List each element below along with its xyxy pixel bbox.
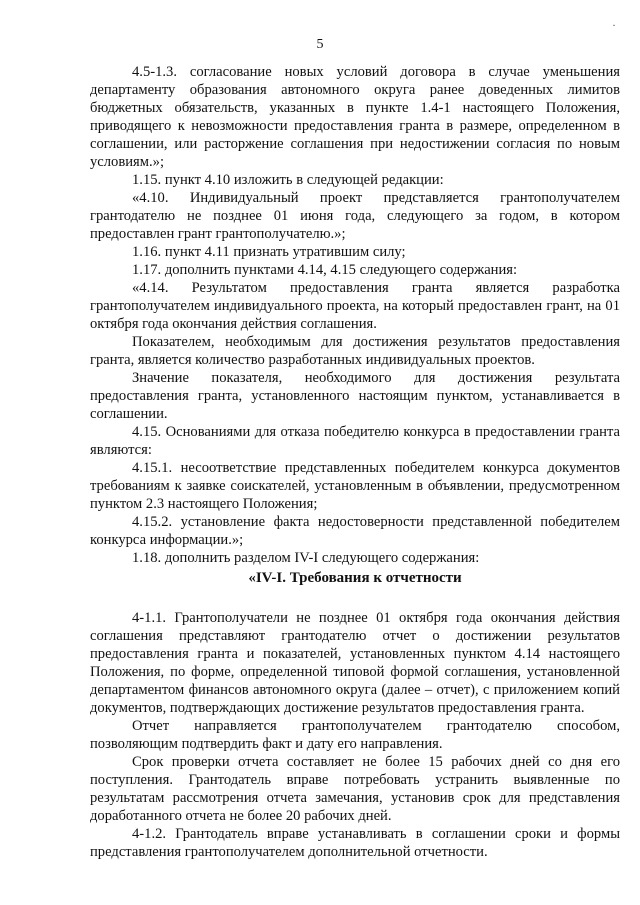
paragraph-indicator-value: Значение показателя, необходимого для достижения результата предоставления гранта, установленного настоящим пунктом, устанавливается в соглашении. <box>90 370 620 422</box>
paragraph-4-10: «4.10. Индивидуальный проект представляется грантополучателем грантодателю не позднее 01 июня года, следующего за годом, в котором предоставлен грант грантополучателю.»; <box>90 190 620 242</box>
paragraph-1-15: 1.15. пункт 4.10 изложить в следующей редакции: <box>132 172 444 188</box>
section-spacer <box>90 587 620 609</box>
paragraph-4-14: «4.14. Результатом предоставления гранта является разработка грантополучателем индивидуального проекта, на который предоставлен грант, на 01 октября года окончания действия соглашения. <box>90 280 620 332</box>
paragraph-4-15-1: 4.15.1. несоответствие представленных победителем конкурса документов требованиям к заявке соискателей, установленным в объявлении, предусмотренном пунктом 2.3 настоящего Положения; <box>90 460 620 512</box>
paragraph-1-17: 1.17. дополнить пунктами 4.14, 4.15 следующего содержания: <box>132 262 518 278</box>
paragraph-4-5-1-3: 4.5-1.3. согласование новых условий договора в случае уменьшения департаменту образования автономного округа ранее доведенных лимитов бюджетных обязательств, указанных в пункте 1.4-1 настоящего Положения, приводящего к невозможности предоставления гранта в размере, определенном в соглашении, или расторжение соглашения при недостижении согласия по новым условиям.»; <box>90 64 620 170</box>
paragraph-report-sending: Отчет направляется грантополучателем грантодателю способом, позволяющим подтвердить факт и дату его направления. <box>90 718 620 752</box>
paragraph-1-18: 1.18. дополнить разделом IV-I следующего содержания: <box>132 550 480 566</box>
paragraph-indicator: Показателем, необходимым для достижения результатов предоставления гранта, является количество разработанных индивидуальных проектов. <box>90 334 620 368</box>
paragraph-4-15-2: 4.15.2. установление факта недостоверности представленной победителем конкурса информации.»; <box>90 514 620 548</box>
paragraph-report-review: Срок проверки отчета составляет не более 15 рабочих дней со дня его поступления. Грантодатель вправе потребовать устранить выявленные по результатам рассмотрения отчета замечания, установив срок для представления доработанного отчета не более 20 рабочих дней. <box>90 754 620 824</box>
paragraph-1-16: 1.16. пункт 4.11 признать утратившим силу; <box>132 244 406 260</box>
section-heading: «IV-I. Требования к отчетности <box>248 570 462 586</box>
page-number: 5 <box>316 37 324 52</box>
paragraph-4-1-1: 4-1.1. Грантополучатели не позднее 01 октября года окончания действия соглашения представляют грантодателю отчет о достижении результатов предоставления гранта и показателей, установленных пунктом 4.14 настоящего Положения, по форме, определенной типовой формой соглашения, установленной департаментом финансов автономного округа (далее – отчет), с приложением копий документов, подтверждающих достижение результатов предоставления гранта. <box>90 610 620 716</box>
document-body <box>90 63 620 861</box>
paragraph-4-1-2: 4-1.2. Грантодатель вправе устанавливать в соглашении сроки и формы представления грантополучателем дополнительной отчетности. <box>90 826 620 860</box>
paragraph-4-15: 4.15. Основаниями для отказа победителю конкурса в предоставлении гранта являются: <box>90 424 620 458</box>
corner-mark: · <box>612 18 616 32</box>
